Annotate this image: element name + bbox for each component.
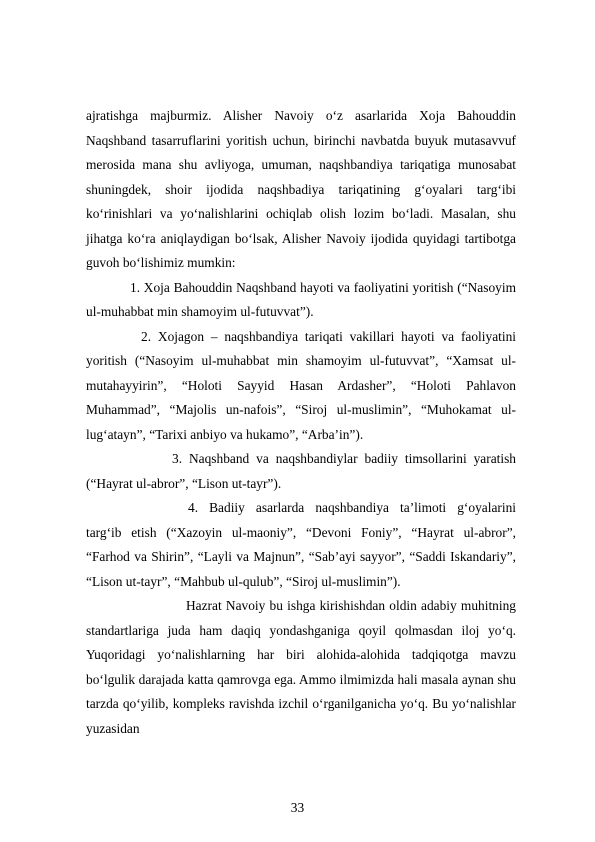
list-item-3: 3. Naqshband va naqshbandiylar badiiy timsollarini yaratish (“Hayrat ul-abror”, “Lison ut-tayr”).: [86, 451, 516, 491]
paragraph-conclusion: Hazrat Navoiy bu ishga kirishishdan oldin adabiy muhitning standartlariga juda ham daqiq yondashganiga qoyil qolmasdan iloj yo‘q. Yuqoridagi yo‘nalishlarning har biri alohida-alohida tadqiqotga mavzu bo‘lgulik darajada katta qamrovga ega. Ammo ilmimizda hali masala aynan shu tarzda qo‘yilib, kompleks ravishda izchil o‘rganilganicha yo‘q. Bu yo‘nalishlar yuzasidan: [86, 598, 516, 736]
page-number: 33: [290, 800, 305, 815]
paragraph-intro: ajratishga majburmiz. Alisher Navoiy o‘z asarlarida Xoja Bahouddin Naqshband tasarruflarini yoritish uchun, birinchi navbatda buyuk mutasavvuf merosida mana shu avliyoga, umuman, naqshbandiya tariqatiga munosabat shuningdek, shoir ijodida naqshbadiya tariqatining g‘oyalari targ‘ibi ko‘rinishlari va yo‘nalishlarini ochiqlab olish lozim bo‘ladi. Masalan, shu jihatga ko‘ra aniqlaydigan bo‘lsak, Alisher Navoiy ijodida quyidagi tartibotga guvoh bo‘lishimiz mumkin:: [86, 108, 516, 270]
list-item-1: 1. Xoja Bahouddin Naqshband hayoti va faoliyatini yoritish (“Nasoyim ul-muhabbat min shamoyim ul-futuvvat”).: [86, 279, 516, 319]
list-item-4: 4. Badiiy asarlarda naqshbandiya ta’limoti g‘oyalarini targ‘ib etish (“Xazoyin ul-maoniy”, “Devoni Foniy”, “Hayrat ul-abror”, “Farhod va Shirin”, “Layli va Majnun”, “Sab’ayi sayyor”, “Saddi Iskandariy”, “Lison ut-tayr”, “Mahbub ul-qulub”, “Siroj ul-muslimin”).: [86, 500, 516, 589]
list-item-2: 2. Xojagon – naqshbandiya tariqati vakillari hayoti va faoliyatini yoritish (“Nasoyim ul-muhabbat min shamoyim ul-futuvvat”, “Xamsat ul-mutahayyirin”, “Holoti Sayyid Hasan Ardasher”, “Holoti Pahlavon Muhammad”, “Majolis un-nafois”, “Siroj ul-muslimin”, “Muhokamat ul-lug‘atayn”, “Tarixi anbiyo va hukamo”, “Arba’in”).: [86, 328, 516, 442]
document-body: [86, 104, 516, 741]
